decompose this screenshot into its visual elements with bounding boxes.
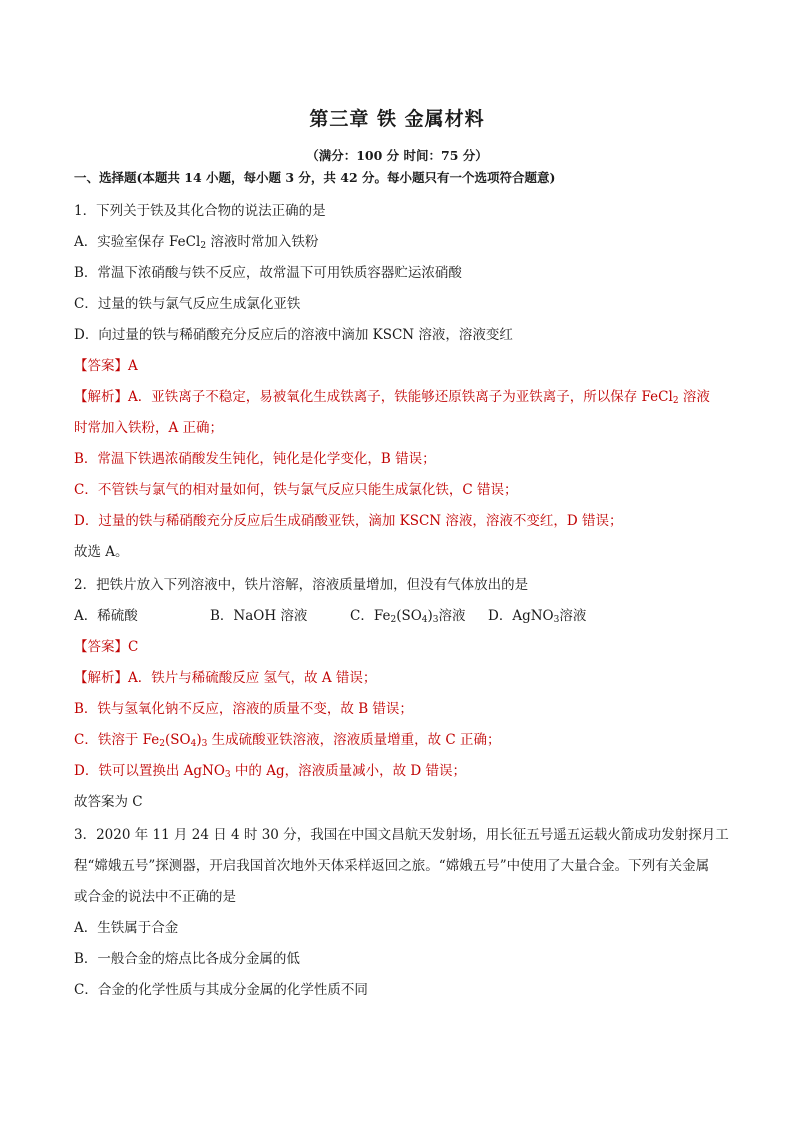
q2-option-b: B．NaOH 溶液	[210, 608, 308, 624]
q3-option-a: A．生铁属于合金	[74, 920, 179, 936]
chapter-title: 第三章 铁 金属材料	[309, 108, 485, 130]
q1-explanation-c: C．不管铁与氯气的相对量如何，铁与氯气反应只能生成氯化铁，C 错误；	[74, 482, 518, 498]
q1-explanation-a-cont: 时常加入铁粉，A 正确；	[74, 420, 224, 436]
q1-explanation-a: 【解析】A．亚铁离子不稳定，易被氧化生成铁离子，铁能够还原铁离子为亚铁离子，所以保存 FeCl$_2$ 溶液	[74, 389, 710, 406]
q3-stem-line-2: 程“嫦娥五号”探测器，开启我国首次地外天体采样返回之旅。“嫦娥五号”中使用了大量合金。下列有关金属	[74, 858, 710, 874]
q3-stem-line-3: 或合金的说法中不正确的是	[74, 889, 236, 905]
q1-option-c: C．过量的铁与氯气反应生成氯化亚铁	[74, 296, 301, 312]
q1-answer: 【答案】A	[74, 358, 138, 374]
q3-option-c: C．合金的化学性质与其成分金属的化学性质不同	[74, 982, 368, 998]
q2-options	[74, 607, 734, 629]
q1-explanation-d: D．过量的铁与稀硝酸充分反应后生成硝酸亚铁，滴加 KSCN 溶液，溶液不变红，D 错误；	[74, 513, 623, 529]
q1-stem: 1．下列关于铁及其化合物的说法正确的是	[74, 203, 326, 219]
q1-option-b: B．常温下浓硝酸与铁不反应，故常温下可用铁质容器贮运浓硝酸	[74, 265, 462, 281]
q2-explanation-c: C．铁溶于 $Fe_2(SO_4)_3$ 生成硫酸亚铁溶液，溶液质量增重，故 C 正确；	[74, 732, 501, 749]
q2-option-c: C．$Fe_2(SO_4)_3$溶液	[350, 608, 466, 625]
q1-option-a: A．实验室保存 FeCl$_2$ 溶液时常加入铁粉	[74, 234, 319, 251]
q2-explanation-d: D．铁可以置换出 AgNO$_3$ 中的 Ag，溶液质量减小，故 D 错误；	[74, 763, 467, 780]
q2-answer: 【答案】C	[74, 639, 139, 655]
q2-option-a: A．稀硫酸	[74, 608, 138, 624]
q3-stem-line-1: 3．2020 年 11 月 24 日 4 时 30 分，我国在中国文昌航天发射场，用长征五号遥五运载火箭成功发射探月工	[74, 827, 729, 843]
q1-explanation-b: B．常温下铁遇浓硝酸发生钝化，钝化是化学变化，B 错误；	[74, 451, 436, 467]
q1-conclusion: 故选 A。	[74, 544, 129, 560]
q2-explanation-a: 【解析】A．铁片与稀硫酸反应 氢气，故 A 错误；	[74, 670, 377, 686]
q2-conclusion: 故答案为 C	[74, 794, 143, 810]
q2-stem: 2．把铁片放入下列溶液中，铁片溶解，溶液质量增加，但没有气体放出的是	[74, 577, 529, 593]
exam-meta: （满分：100 分 时间：75 分）	[306, 148, 488, 163]
q2-option-d: D．AgNO$_3$溶液	[488, 608, 587, 625]
section-heading: 一、选择题(本题共 14 小题，每小题 3 分，共 42 分。每小题只有一个选项符合题意)	[74, 170, 556, 185]
q2-explanation-b: B．铁与氢氧化钠不反应，溶液的质量不变，故 B 错误；	[74, 701, 413, 717]
q1-option-d: D．向过量的铁与稀硝酸充分反应后的溶液中滴加 KSCN 溶液，溶液变红	[74, 327, 513, 343]
q3-option-b: B．一般合金的熔点比各成分金属的低	[74, 951, 300, 967]
